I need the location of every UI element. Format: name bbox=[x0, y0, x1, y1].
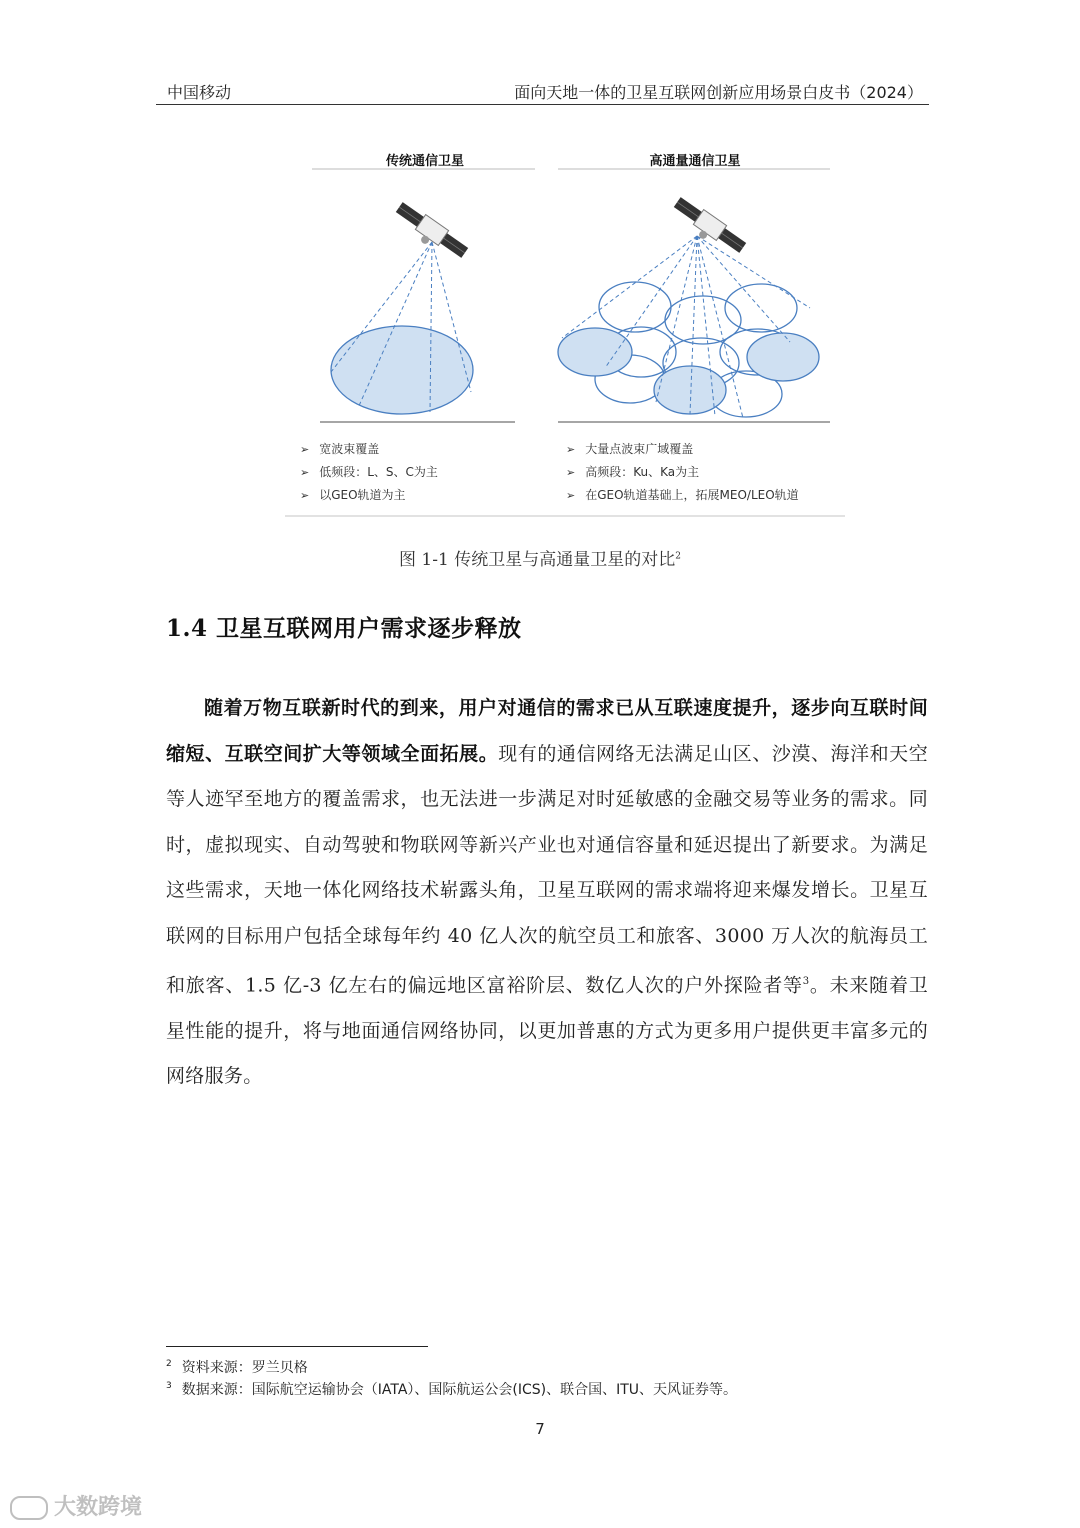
list-item: ➢ 大量点波束广域覆盖 bbox=[566, 438, 799, 461]
list-item: ➢ 低频段：L、S、C为主 bbox=[300, 461, 438, 484]
header-org: 中国移动 bbox=[167, 83, 232, 102]
right-bullet-list bbox=[566, 438, 799, 507]
caption-text: 图 1-1 传统卫星与高通量卫星的对比 bbox=[399, 550, 676, 570]
wide-beam-coverage bbox=[331, 326, 473, 414]
footnote-number: 3 bbox=[166, 1381, 172, 1392]
watermark bbox=[10, 1490, 142, 1521]
list-item: ➢ 宽波束覆盖 bbox=[300, 438, 438, 461]
body-text-end: 。未来随着卫星性能的提升，将与地面通信网络协同，以更加普惠的方式为更多用户提供更丰富多元的网络服务。 bbox=[166, 974, 928, 1088]
list-item: ➢ 以GEO轨道为主 bbox=[300, 484, 438, 507]
footnote-divider bbox=[166, 1346, 428, 1347]
footnote-text: 数据来源：国际航空运输协会（IATA）、国际航运公会(ICS)、联合国、ITU、天风证券等。 bbox=[181, 1382, 738, 1398]
header-divider bbox=[156, 104, 929, 105]
footnote-ref: 3 bbox=[802, 976, 810, 987]
section-heading: 1.4 卫星互联网用户需求逐步释放 bbox=[166, 615, 522, 642]
caption-footnote-ref: 2 bbox=[675, 551, 681, 562]
watermark-text: 大数跨境 bbox=[54, 1495, 143, 1520]
left-bullet-list bbox=[300, 438, 438, 507]
figure-left-title: 传统通信卫星 bbox=[385, 154, 464, 169]
header-doc-title: 面向天地一体的卫星互联网创新应用场景白皮书（2024） bbox=[514, 83, 923, 102]
figure-right-title: 高通量通信卫星 bbox=[649, 154, 741, 169]
body-paragraph bbox=[166, 686, 928, 1100]
footnote-2 bbox=[166, 1357, 308, 1377]
list-item: ➢ 高频段：Ku、Ka为主 bbox=[566, 461, 799, 484]
page-number: 7 bbox=[535, 1420, 545, 1438]
spot-beam-coverage bbox=[558, 282, 819, 417]
list-item: ➢ 在GEO轨道基础上，拓展MEO/LEO轨道 bbox=[566, 484, 799, 507]
satellite-icon bbox=[390, 200, 470, 266]
figure-1-1 bbox=[270, 140, 850, 520]
footnote-text: 资料来源：罗兰贝格 bbox=[181, 1360, 308, 1376]
footnote-3 bbox=[166, 1379, 737, 1399]
footnote-number: 2 bbox=[166, 1359, 172, 1370]
watermark-logo-icon bbox=[10, 1496, 48, 1520]
satellite-icon bbox=[668, 195, 748, 261]
bold-lead: 随着万物互联新时代的到来，用户对通信的需求已从互联速度提升，逐步向互联时间缩短、互联空间扩大等领域全面拓展。 bbox=[166, 697, 928, 765]
figure-caption bbox=[0, 545, 1080, 570]
body-text: 现有的通信网络无法满足山区、沙漠、海洋和天空等人迹罕至地方的覆盖需求，也无法进一步满足对时延敏感的金融交易等业务的需求。同时，虚拟现实、自动驾驶和物联网等新兴产业也对通信容量和延迟提出了新要求。为满足这些需求，天地一体化网络技术崭露头角，卫星互联网的需求端将迎来爆发增长。卫星互联网的目标用户包括全球每年约 40 亿人次的航空员工和旅客、3000 万人次的航海员工和旅客、1.5 亿-3 亿左右的偏远地区富裕阶层、数亿人次的户外探险者等 bbox=[166, 742, 928, 997]
